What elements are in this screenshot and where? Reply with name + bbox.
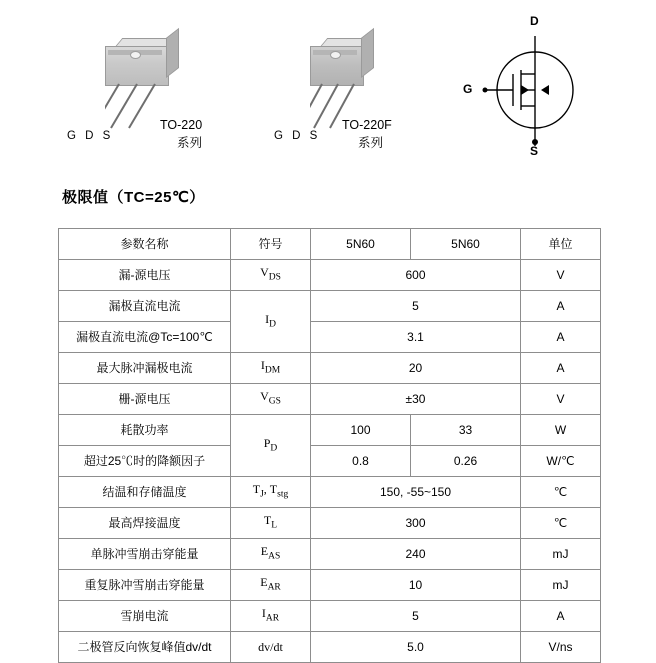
row-symbol: $I_{DM}$ xyxy=(231,353,311,384)
package-to220f xyxy=(274,38,392,150)
row-symbol: $I_D$ xyxy=(231,291,311,353)
row-value: 10 xyxy=(311,570,521,601)
to220f-pin-labels: G D S xyxy=(274,130,321,142)
row-symbol: $V_{GS}$ xyxy=(231,384,311,415)
schematic-gate-label: G xyxy=(463,82,473,96)
row-param: 二极管反向恢复峰值dv/dt xyxy=(59,632,231,663)
row-unit: A xyxy=(521,291,601,322)
row-param: 栅-源电压 xyxy=(59,384,231,415)
row-symbol: $T_J$, $T_{stg}$ xyxy=(231,477,311,508)
row-value: 5 xyxy=(311,291,521,322)
row-value-1: 100 xyxy=(311,415,411,446)
row-param: 最高焊接温度 xyxy=(59,508,231,539)
row-value-1: 0.8 xyxy=(311,446,411,477)
to220f-name-label: TO-220F xyxy=(342,118,392,132)
row-param: 漏-源电压 xyxy=(59,260,231,291)
table-row xyxy=(59,601,601,632)
header-value-1: 5N60 xyxy=(311,229,411,260)
row-unit: A xyxy=(521,601,601,632)
table-row xyxy=(59,570,601,601)
to220-pin-labels: G D S xyxy=(67,130,114,142)
row-unit: V xyxy=(521,260,601,291)
header-symbol: 符号 xyxy=(231,229,311,260)
table-row xyxy=(59,539,601,570)
table-row xyxy=(59,353,601,384)
table-row xyxy=(59,291,601,322)
row-value: 150, -55~150 xyxy=(311,477,521,508)
row-unit: V xyxy=(521,384,601,415)
header-value-2: 5N60 xyxy=(411,229,521,260)
row-value: 300 xyxy=(311,508,521,539)
row-unit: ℃ xyxy=(521,477,601,508)
header-unit: 单位 xyxy=(521,229,601,260)
row-value-2: 33 xyxy=(411,415,521,446)
table-row xyxy=(59,260,601,291)
row-symbol: $P_D$ xyxy=(231,415,311,477)
row-unit: V/ns xyxy=(521,632,601,663)
row-param: 雪崩电流 xyxy=(59,601,231,632)
to220-name-label: TO-220 xyxy=(160,118,203,132)
row-unit: ℃ xyxy=(521,508,601,539)
row-value: ±30 xyxy=(311,384,521,415)
table-row xyxy=(59,477,601,508)
schematic-drain-label: D xyxy=(530,14,539,28)
mosfet-symbol-graphic xyxy=(455,18,605,158)
mosfet-schematic xyxy=(455,14,605,163)
row-unit: mJ xyxy=(521,539,601,570)
row-value-2: 0.26 xyxy=(411,446,521,477)
table-row xyxy=(59,384,601,415)
section-title: 极限值（TC=25℃） xyxy=(62,189,205,206)
row-value: 5.0 xyxy=(311,632,521,663)
row-symbol: $E_{AR}$ xyxy=(231,570,311,601)
row-param: 单脉冲雪崩击穿能量 xyxy=(59,539,231,570)
row-param: 漏极直流电流 xyxy=(59,291,231,322)
row-value: 5 xyxy=(311,601,521,632)
row-param: 超过25℃时的降额因子 xyxy=(59,446,231,477)
absolute-maximum-ratings-table xyxy=(58,228,600,663)
table-row xyxy=(59,632,601,663)
row-param: 重复脉冲雪崩击穿能量 xyxy=(59,570,231,601)
row-param: 结温和存储温度 xyxy=(59,477,231,508)
row-unit: mJ xyxy=(521,570,601,601)
table-header-row xyxy=(59,229,601,260)
package-to220 xyxy=(67,38,203,150)
schematic-source-label: S xyxy=(530,144,539,158)
header-param: 参数名称 xyxy=(59,229,231,260)
row-unit: A xyxy=(521,322,601,353)
table-row xyxy=(59,446,601,477)
package-diagram-area xyxy=(0,0,656,175)
row-symbol: $V_{DS}$ xyxy=(231,260,311,291)
row-param: 漏极直流电流@Tc=100℃ xyxy=(59,322,231,353)
table-row xyxy=(59,508,601,539)
row-symbol: dv/dt xyxy=(231,632,311,663)
row-value: 20 xyxy=(311,353,521,384)
table-row xyxy=(59,415,601,446)
row-value: 240 xyxy=(311,539,521,570)
row-symbol: $E_{AS}$ xyxy=(231,539,311,570)
row-unit: W/℃ xyxy=(521,446,601,477)
row-symbol: $I_{AR}$ xyxy=(231,601,311,632)
table-row xyxy=(59,322,601,353)
to220-series-label: 系列 xyxy=(177,136,203,150)
row-unit: W xyxy=(521,415,601,446)
row-unit: A xyxy=(521,353,601,384)
row-param: 耗散功率 xyxy=(59,415,231,446)
row-value: 3.1 xyxy=(311,322,521,353)
row-value: 600 xyxy=(311,260,521,291)
row-param: 最大脉冲漏极电流 xyxy=(59,353,231,384)
to220f-series-label: 系列 xyxy=(358,136,384,150)
row-symbol: $T_L$ xyxy=(231,508,311,539)
